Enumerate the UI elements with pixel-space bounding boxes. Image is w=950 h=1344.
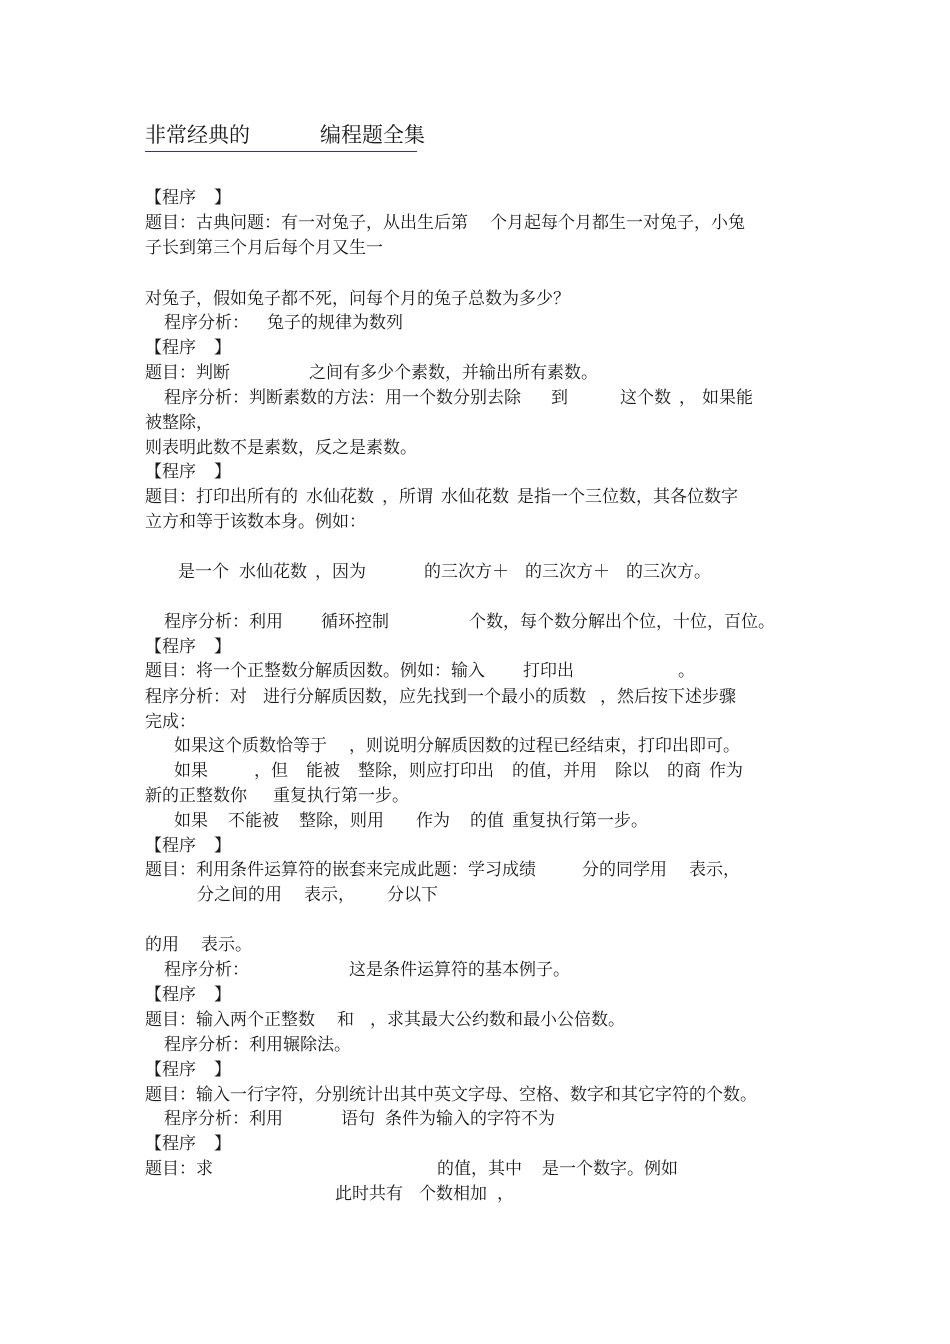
p2-analysis-line2: 被整除， xyxy=(145,413,213,433)
p8-question-line1: 题目：求 的值，其中 是一个数字。例如 xyxy=(145,1159,678,1179)
program-tag: 【程序 】 xyxy=(145,462,231,482)
p4-analysis-line1: 程序分析：对 进行分解质因数，应先找到一个最小的质数 ，然后按下述步骤 xyxy=(145,687,736,707)
p3-example: 是一个 水仙花数 ，因为 的三次方＋ 的三次方＋ 的三次方。 xyxy=(178,562,711,582)
program-tag: 【程序 】 xyxy=(145,836,231,856)
p8-question-line2: 此时共有 个数相加 ， xyxy=(335,1184,514,1204)
p3-analysis: 程序分析：利用 循环控制 个数，每个数分解出个位，十位，百位。 xyxy=(164,612,775,632)
p2-analysis-line1: 程序分析：判断素数的方法：用一个数分别去除 到 这个数 ， 如果能 xyxy=(164,388,753,408)
program-tag: 【程序 】 xyxy=(145,188,231,208)
p3-question-line2: 立方和等于该数本身。例如： xyxy=(145,512,366,532)
p4-step2-line2: 新的正整数你 重复执行第一步。 xyxy=(145,786,409,806)
p1-analysis: 程序分析： 兔子的规律为数列 xyxy=(164,313,403,333)
p1-question-line1: 题目：古典问题：有一对兔子，从出生后第 个月起每个月都生一对兔子，小兔 xyxy=(145,213,745,233)
p4-analysis-line2: 完成： xyxy=(145,712,196,732)
p2-analysis-line3: 则表明此数不是素数，反之是素数。 xyxy=(145,438,417,458)
p4-step1: 如果这个质数恰等于 ，则说明分解质因数的过程已经结束，打印出即可。 xyxy=(174,736,740,756)
p7-analysis: 程序分析：利用 语句 条件为输入的字符不为 xyxy=(164,1109,555,1129)
program-tag: 【程序 】 xyxy=(145,338,231,358)
p1-question-line2: 子长到第三个月后每个月又生一 xyxy=(145,238,383,258)
p5-question-line1: 题目：利用条件运算符的嵌套来完成此题：学习成绩 分的同学用 表示， xyxy=(145,860,740,880)
program-tag: 【程序 】 xyxy=(145,1060,231,1080)
document-title xyxy=(145,121,425,152)
p5-analysis: 程序分析： 这是条件运算符的基本例子。 xyxy=(164,960,570,980)
p1-question-line3: 对兔子，假如兔子都不死，问每个月的兔子总数为多少？ xyxy=(145,289,570,309)
p2-question: 题目：判断 之间有多少个素数，并输出所有素数。 xyxy=(145,363,598,383)
title-left: 非常经典的 xyxy=(145,123,250,147)
p6-question: 题目：输入两个正整数 和 ，求其最大公约数和最小公倍数。 xyxy=(145,1010,625,1030)
p4-step2-line1: 如果 ，但 能被 整除，则应打印出 的值，并用 除以 的商 作为 xyxy=(174,761,743,781)
p4-step3: 如果 不能被 整除，则用 作为 的值 重复执行第一步。 xyxy=(174,811,648,831)
p4-question: 题目：将一个正整数分解质因数。例如：输入 打印出 。 xyxy=(145,661,695,681)
title-right: 编程题全集 xyxy=(320,123,425,147)
p6-analysis: 程序分析：利用辗除法。 xyxy=(164,1035,351,1055)
program-tag: 【程序 】 xyxy=(145,1134,231,1154)
p5-question-line3: 的用 表示。 xyxy=(145,935,252,955)
p7-question: 题目：输入一行字符，分别统计出其中英文字母、空格、数字和其它字符的个数。 xyxy=(145,1085,757,1105)
program-tag: 【程序 】 xyxy=(145,985,231,1005)
program-tag: 【程序 】 xyxy=(145,637,231,657)
p5-question-line2: 分之间的用 表示， 分以下 xyxy=(197,885,438,905)
p3-question-line1: 题目：打印出所有的 水仙花数 ，所谓 水仙花数 是指一个三位数，其各位数字 xyxy=(145,487,738,507)
